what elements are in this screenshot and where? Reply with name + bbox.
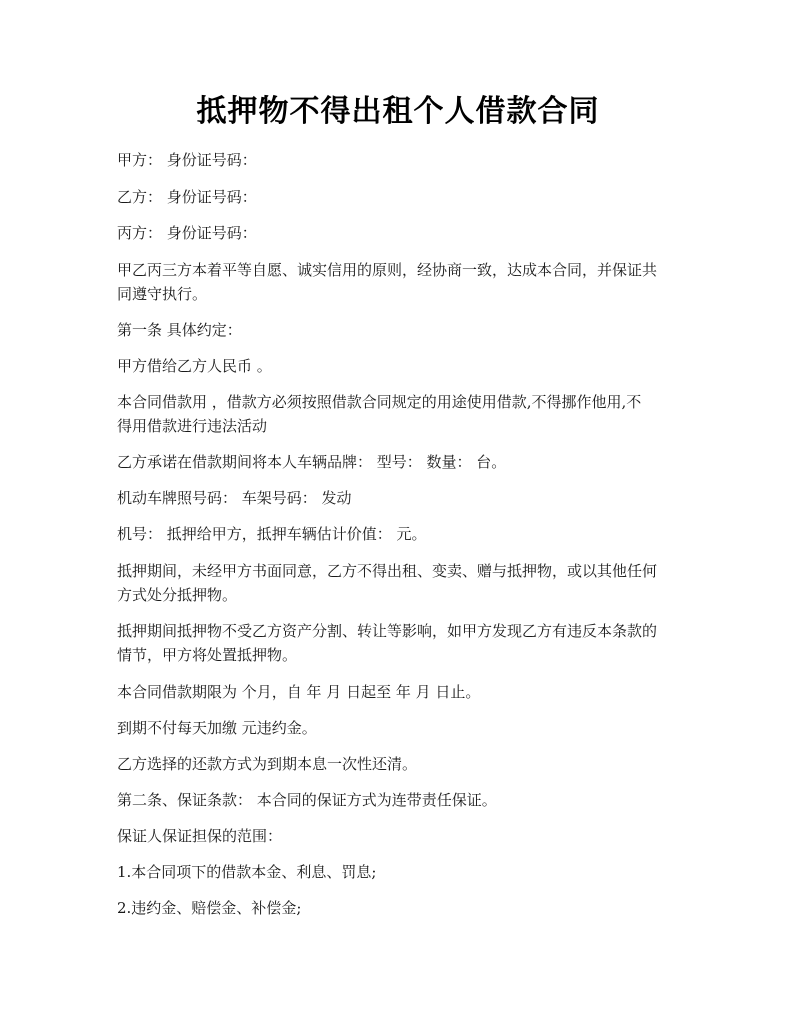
article-2-heading: 第二条、保证条款： 本合同的保证方式为连带责任保证。 [117,791,497,809]
loan-term-line: 本合同借款期限为 个月，自 年 月 日起至 年 月 日止。 [117,683,481,701]
guarantee-scope-item-1: 1.本合同项下的借款本金、利息、罚息; [117,863,377,881]
guarantee-scope-item-2: 2.违约金、赔偿金、补偿金; [117,899,302,917]
penalty-line: 到期不付每天加缴 元违约金。 [117,719,317,737]
party-a-line: 甲方： 身份证号码： [117,151,257,169]
loan-purpose-line-1: 本合同借款用 ，借款方必须按照借款合同规定的用途使用借款,不得挪作他用,不 [117,393,642,411]
vehicle-brand-line: 乙方承诺在借款期间将本人车辆品牌： 型号： 数量： 台。 [117,453,507,471]
repayment-method-line: 乙方选择的还款方式为到期本息一次性还清。 [117,755,418,773]
mortgage-protection-line-1: 抵押期间抵押物不受乙方资产分割、转让等影响，如甲方发现乙方有违反本条款的 [117,622,658,640]
loan-purpose-line-2: 得用借款进行违法活动 [117,417,268,435]
mortgage-restriction-line-2: 方式处分抵押物。 [117,586,238,604]
page-title: 抵押物不得出租个人借款合同 [196,94,600,129]
mortgage-protection-line-2: 情节，甲方将处置抵押物。 [117,646,298,664]
guarantee-scope-heading: 保证人保证担保的范围： [117,827,283,845]
loan-amount-line: 甲方借给乙方人民币 。 [117,357,272,375]
party-c-line: 丙方： 身份证号码： [117,224,257,242]
party-b-line: 乙方： 身份证号码： [117,188,257,206]
plate-number-line: 机动车牌照号码： 车架号码： 发动 [117,489,352,507]
preamble-line-1: 甲乙丙三方本着平等自愿、诚实信用的原则，经协商一致，达成本合同，并保证共 [117,261,658,279]
preamble-line-2: 同遵守执行。 [117,285,208,303]
engine-number-line: 机号： 抵押给甲方，抵押车辆估计价值： 元。 [117,525,427,543]
article-1-heading: 第一条 具体约定： [117,321,242,339]
mortgage-restriction-line-1: 抵押期间，未经甲方书面同意，乙方不得出租、变卖、赠与抵押物，或以其他任何 [117,562,658,580]
